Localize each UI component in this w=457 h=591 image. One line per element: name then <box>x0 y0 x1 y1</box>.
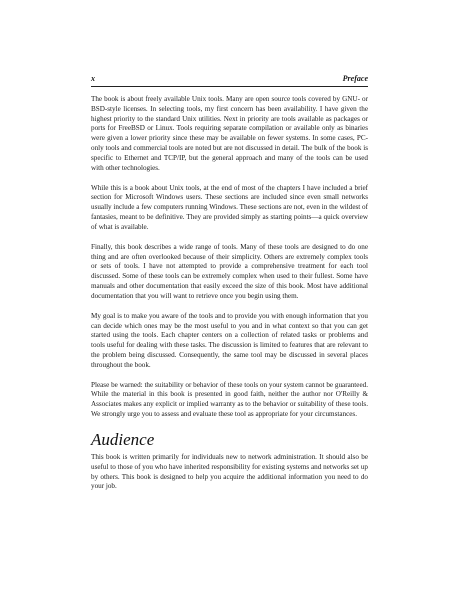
header-rule <box>91 86 368 87</box>
paragraph: This book is written primarily for individuals new to network administration. It should also be useful to those of you who have inherited responsibility for existing systems and networks set up by others. This book is designed to help you acquire the additional information you need to do your job. <box>91 453 368 491</box>
paragraph: My goal is to make you aware of the tools and to provide you with enough information that you can decide which ones may be the most useful to you and in what context so that you can get started using the tools. Each chapter centers on a collection of related tasks or problems and tools useful for dealing with these tasks. The discussion is limited to features that are relevant to the problem being discussed. Consequently, the same tool may be discussed in several places throughout the book. <box>91 311 368 369</box>
paragraph: The book is about freely available Unix tools. Many are open source tools covered by GNU- or BSD-style licenses. In selecting tools, my first concern has been availability. I have given the highest priority to the standard Unix utilities. Next in priority are tools available as packages or ports for FreeBSD or Linux. Tools requiring separate compilation or available only as binaries were given a lower priority since these may be available on fewer systems. In some cases, PC-only tools and commercial tools are noted but are not discussed in detail. The bulk of the book is specific to Ethernet and TCP/IP, but the general approach and many of the tools can be used with other technologies. <box>91 95 368 172</box>
paragraph: While this is a book about Unix tools, at the end of most of the chapters I have included a brief section for Microsoft Windows users. These sections are included since even small networks usually include a few computers running Windows. These sections are not, even in the wildest of fantasies, meant to be definitive. They are provided simply as starting points—a quick overview of what is available. <box>91 183 368 231</box>
page-number: x <box>91 74 95 83</box>
paragraph: Finally, this book describes a wide range of tools. Many of these tools are designed to do one thing and are often overlooked because of their simplicity. Others are extremely complex tools or sets of tools. I have not attempted to provide a comprehensive treatment for each tool discussed. Some of these tools can be extremely complex when used to their fullest. Some have manuals and other documentation that easily exceed the size of this book. Most have additional documentation that you will want to retrieve once you begin using them. <box>91 242 368 300</box>
running-head-title: Preface <box>342 74 368 83</box>
section-heading: Audience <box>91 430 155 450</box>
paragraph: Please be warned: the suitability or behavior of these tools on your system cannot be guaranteed. While the material in this book is presented in good faith, neither the author nor O'Reilly & Associates makes any explicit or implied warranty as to the behavior or suitability of these tools. We strongly urge you to assess and evaluate these tool as appropriate for your circumstances. <box>91 380 368 419</box>
running-header <box>91 73 368 85</box>
body-text <box>91 95 368 502</box>
